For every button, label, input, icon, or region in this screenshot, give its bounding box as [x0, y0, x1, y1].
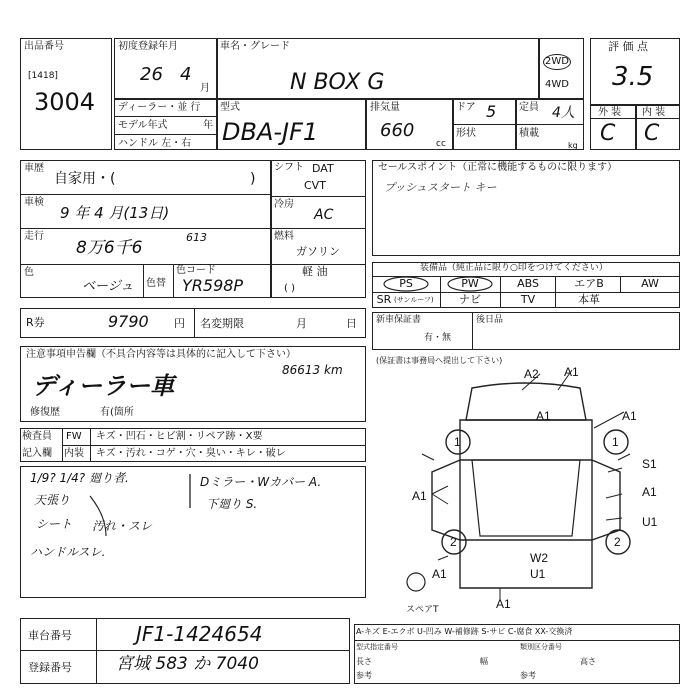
mileage-handwritten: 8万6千6	[76, 238, 143, 258]
lot-small: [1418]	[28, 71, 58, 81]
remarks-line4: ハンドルスレ.	[30, 545, 106, 559]
interior-label: 内 装	[642, 107, 666, 118]
wheel-mark: 2	[450, 535, 457, 549]
divider	[365, 98, 367, 150]
interior-legend: キズ・汚れ・コゲ・穴・臭い・キレ・破レ	[96, 448, 286, 459]
first-reg-label: 初度登録年月	[118, 41, 178, 52]
equip-aw: AW	[641, 277, 659, 290]
displacement-unit: cc	[436, 139, 446, 149]
divider	[270, 228, 366, 229]
later-items-label: 後日品	[476, 315, 504, 325]
divider	[354, 640, 680, 641]
same-color-label: 色替	[146, 278, 166, 289]
exterior-legend: キズ・凹石・ヒビ割・リペア跡・X要	[96, 431, 263, 442]
damage-mark: A1	[432, 567, 447, 581]
repair-value: 有(箇所	[100, 407, 134, 418]
legend-length: 長さ	[356, 657, 372, 666]
chassis-handwritten: JF1-1424654	[136, 622, 263, 646]
divider	[114, 134, 216, 135]
fuel-opt2: 軽 油	[302, 265, 328, 278]
divider	[90, 428, 91, 462]
shape-label: 形状	[456, 128, 476, 139]
damage-legend: A-キズ E-エクボ U-凹み W-補修跡 S-サビ C-腐食 XX-交換済	[356, 627, 573, 636]
equip-abs: ABS	[517, 277, 539, 290]
history-close: )	[250, 171, 256, 187]
remarks-line3b: 汚れ・スレ	[92, 519, 153, 533]
legend-height: 高さ	[580, 657, 596, 666]
model-handwritten: N BOX G	[290, 70, 385, 95]
damage-mark: S1	[642, 457, 657, 471]
equipment-title: 装備品（純正品に限り○印をつけてください）	[420, 263, 608, 273]
chassis-label: 車台番号	[28, 629, 72, 642]
drive-4wd: 4WD	[545, 79, 569, 90]
diagram-note: (保証書は事務局へ提出して下さい)	[376, 356, 503, 365]
equip-navi: ナビ	[459, 293, 481, 306]
month-unit: 月	[200, 83, 210, 94]
fw-label: FW	[66, 431, 82, 442]
model-year-label: モデル年式	[118, 120, 168, 131]
inspect-label: 車検	[24, 197, 44, 208]
fuel-paren: ( )	[284, 283, 295, 294]
damage-mark: A1	[642, 485, 657, 499]
displacement-handwritten: 660	[380, 120, 415, 141]
recycle-yen: 円	[174, 317, 185, 330]
load-label: 積載	[519, 128, 539, 139]
equip-sr: SR	[376, 293, 392, 306]
displacement-label: 排気量	[370, 102, 400, 113]
wheel-mark: 1	[612, 435, 619, 449]
ac-label: 冷房	[274, 199, 294, 210]
fuel-label: 燃料	[274, 231, 294, 242]
type-handwritten: DBA-JF1	[222, 118, 319, 146]
remarks-right2: 下廻り S.	[206, 497, 258, 511]
damage-mark: A1	[564, 365, 579, 379]
divider	[194, 308, 195, 338]
door-label: ドア	[456, 102, 476, 113]
equip-pw: PW	[461, 277, 479, 290]
drive-2wd: 2WD	[543, 54, 571, 70]
year-unit: 年	[203, 120, 213, 131]
divider	[620, 276, 621, 292]
legend-ref2: 参考	[520, 671, 536, 680]
color-code-label: 色コード	[176, 265, 216, 276]
name-change-label: 名変期限	[200, 317, 244, 330]
lot-number: 3004	[34, 88, 96, 116]
equip-airbag: エアB	[574, 277, 604, 290]
recycle-label: R券	[26, 316, 45, 329]
legend-ref: 参考	[356, 671, 372, 680]
dealer-label: ディーラー・並 行	[118, 102, 201, 113]
divider	[20, 650, 350, 651]
equip-leather: 本革	[578, 293, 600, 306]
damage-mark: A1	[622, 409, 637, 423]
damage-mark: U1	[642, 515, 658, 529]
sales-point-handwritten: プッシュスタート キー	[384, 181, 497, 194]
load-unit: kg	[568, 141, 578, 150]
inspector-label: 検査員	[22, 431, 52, 442]
damage-mark: A1	[496, 597, 511, 611]
recycle-handwritten: 9790	[108, 312, 149, 331]
history-label: 車歴	[24, 163, 44, 174]
sales-point-title: セールスポイント（正常に機能するものに限ります）	[378, 162, 618, 173]
shift-opt2: CVT	[304, 179, 326, 192]
warranty-label: 新車保証書	[376, 315, 422, 325]
damage-mark: A1	[536, 409, 551, 423]
type-label: 型式	[220, 102, 240, 113]
equip-ps: PS	[399, 277, 413, 290]
divider	[173, 264, 174, 298]
capacity-handwritten: 4人	[552, 105, 575, 121]
remarks-line2: 天張り	[34, 493, 71, 507]
divider	[20, 228, 270, 229]
equipment-circles	[372, 276, 512, 296]
divider	[216, 38, 218, 150]
interior-grade: C	[644, 121, 660, 146]
divider	[96, 618, 97, 684]
mileage-sub: 613	[186, 231, 207, 244]
equip-tv: TV	[520, 293, 536, 306]
divider	[143, 264, 144, 298]
legend-class-no: 類別区分番号	[520, 643, 562, 651]
recycle-box	[20, 308, 366, 338]
year-handwritten: 26	[140, 64, 163, 85]
score-label: 評 価 点	[608, 40, 648, 53]
divider	[20, 194, 270, 195]
legend-type-no: 型式指定番号	[356, 643, 398, 651]
divider	[555, 276, 556, 308]
reg-handwritten: 宮城 583 か 7040	[116, 654, 259, 674]
spare-label: スペアT	[406, 605, 439, 615]
model-label: 車名・グレード	[220, 41, 290, 52]
sales-point-box	[372, 160, 680, 256]
door-handwritten: 5	[486, 102, 497, 121]
capacity-label: 定員	[519, 102, 539, 113]
color-label: 色	[24, 267, 34, 278]
repair-label: 修復歴	[30, 407, 60, 418]
damage-mark: U1	[530, 567, 546, 581]
notes-title: 注意事項申告欄（不具合内容等は具体的に記入して下さい）	[26, 349, 296, 360]
damage-mark: A1	[412, 489, 427, 503]
score-handwritten: 3.5	[612, 62, 654, 92]
mileage-label: 走行	[24, 231, 44, 242]
divider	[114, 98, 584, 100]
remarks-right1: Dミラー・Wカバー A.	[200, 475, 322, 489]
divider	[270, 160, 272, 298]
name-change-month: 月	[296, 317, 307, 330]
remarks-line3: シート	[36, 517, 73, 531]
exterior-label: 外 装	[598, 107, 622, 118]
fuel-opt1: ガソリン	[296, 245, 340, 258]
divider	[538, 38, 540, 98]
shift-label: シフト	[274, 162, 304, 173]
wheel-mark: 1	[454, 435, 461, 449]
divider	[472, 312, 473, 350]
lot-label: 出品番号	[24, 41, 64, 52]
name-change-day: 日	[346, 317, 357, 330]
damage-mark: A2	[524, 367, 539, 381]
notes-dealer: ディーラー車	[32, 372, 175, 400]
inspect-handwritten: 9 年 4 月(13日)	[60, 204, 170, 222]
exterior-grade: C	[600, 121, 616, 146]
divider	[114, 116, 216, 117]
damage-mark: W2	[530, 551, 548, 565]
interior-label-2: 内装	[64, 448, 84, 459]
divider	[270, 196, 366, 197]
entry-label: 記入欄	[22, 448, 52, 459]
history-value: 自家用・(	[54, 171, 116, 187]
divider	[62, 445, 366, 446]
remarks-marks	[20, 466, 366, 598]
notes-mileage: 86613 km	[282, 363, 343, 377]
legend-width: 幅	[480, 657, 488, 666]
divider	[452, 124, 584, 125]
reg-label: 登録番号	[28, 661, 72, 674]
color-code-handwritten: YR598P	[182, 276, 244, 295]
divider	[635, 104, 637, 150]
remarks-line1: 1/9? 1/4? 廻り者.	[30, 471, 129, 485]
month-handwritten: 4	[180, 64, 192, 85]
wheel-mark: 2	[614, 535, 621, 549]
equip-sr-note: (サンルーフ)	[394, 296, 434, 304]
shift-opt1: DAT	[312, 162, 334, 175]
handle-label: ハンドル 左・右	[118, 138, 192, 149]
ac-handwritten: AC	[314, 207, 334, 223]
color-handwritten: ベージュ	[82, 279, 134, 294]
warranty-opts: 有・無	[424, 333, 452, 343]
